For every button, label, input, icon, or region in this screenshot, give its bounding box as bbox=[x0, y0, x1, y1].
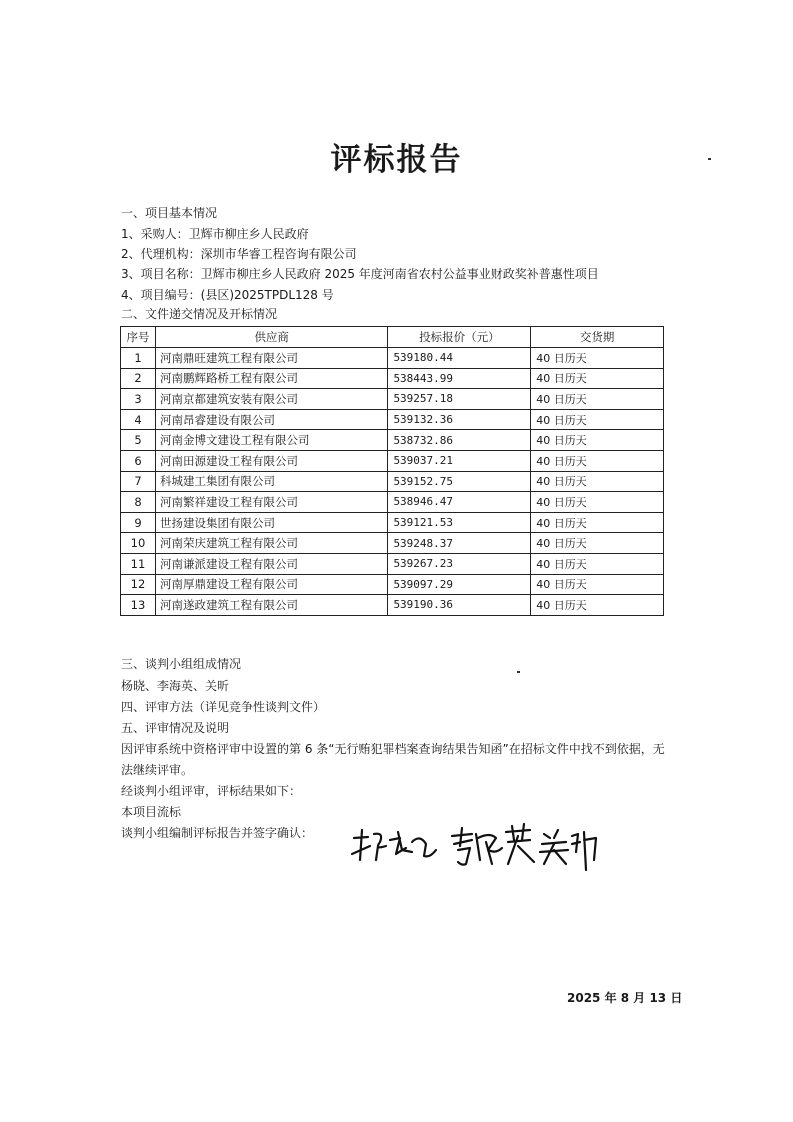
row-supplier: 河南遂政建筑工程有限公司 bbox=[155, 595, 387, 616]
row-no: 1 bbox=[121, 348, 156, 369]
row-price: 538443.99 bbox=[388, 368, 531, 389]
table-row bbox=[121, 430, 664, 451]
table-row bbox=[121, 409, 664, 430]
row-supplier: 河南昂睿建设有限公司 bbox=[155, 409, 387, 430]
row-no: 2 bbox=[121, 368, 156, 389]
row-supplier: 河南金博文建设工程有限公司 bbox=[155, 430, 387, 451]
table-row bbox=[121, 348, 664, 369]
row-no: 6 bbox=[121, 450, 156, 471]
purchaser-line: 1、采购人：卫辉市柳庄乡人民政府 bbox=[121, 227, 309, 241]
result-intro: 经谈判小组评审，评标结果如下： bbox=[121, 784, 302, 798]
row-supplier: 河南鼎旺建筑工程有限公司 bbox=[155, 348, 387, 369]
row-no: 3 bbox=[121, 389, 156, 410]
row-no: 7 bbox=[121, 471, 156, 492]
signature-prompt: 谈判小组编制评标报告并签字确认： bbox=[121, 826, 314, 840]
table-row bbox=[121, 533, 664, 554]
table-row bbox=[121, 595, 664, 616]
row-supplier: 科城建工集团有限公司 bbox=[155, 471, 387, 492]
row-supplier: 河南荣庆建筑工程有限公司 bbox=[155, 533, 387, 554]
table-row bbox=[121, 574, 664, 595]
section-1-heading: 一、项目基本情况 bbox=[121, 206, 218, 220]
row-price: 539037.21 bbox=[388, 450, 531, 471]
table-row bbox=[121, 553, 664, 574]
row-supplier: 河南繁祥建设工程有限公司 bbox=[155, 492, 387, 513]
table-row bbox=[121, 512, 664, 533]
agency-line: 2、代理机构：深圳市华睿工程咨询有限公司 bbox=[121, 247, 357, 261]
header-no: 序号 bbox=[121, 327, 156, 348]
row-supplier: 河南鹏辉路桥工程有限公司 bbox=[155, 368, 387, 389]
row-delivery: 40 日历天 bbox=[531, 595, 664, 616]
row-delivery: 40 日历天 bbox=[531, 389, 664, 410]
row-no: 13 bbox=[121, 595, 156, 616]
row-delivery: 40 日历天 bbox=[531, 409, 664, 430]
project-name-line: 3、项目名称：卫辉市柳庄乡人民政府 2025 年度河南省农村公益事业财政奖补普惠性项目 bbox=[121, 267, 599, 281]
row-no: 4 bbox=[121, 409, 156, 430]
row-supplier: 河南厚鼎建设工程有限公司 bbox=[155, 574, 387, 595]
row-delivery: 40 日历天 bbox=[531, 450, 664, 471]
header-delivery: 交货期 bbox=[531, 327, 664, 348]
evaluation-reason-line-1: 因评审系统中资格评审中设置的第 6 条“无行贿犯罪档案查询结果告知函”在招标文件中找不到依据，无 bbox=[121, 742, 665, 756]
row-supplier: 河南田源建设工程有限公司 bbox=[155, 450, 387, 471]
row-delivery: 40 日历天 bbox=[531, 368, 664, 389]
project-number-line: 4、项目编号：(县区)2025TPDL128 号 bbox=[121, 288, 334, 302]
row-no: 9 bbox=[121, 512, 156, 533]
bid-table bbox=[120, 326, 664, 616]
result-text: 本项目流标 bbox=[121, 805, 182, 819]
report-date: 2025 年 8 月 13 日 bbox=[567, 991, 683, 1005]
table-row bbox=[121, 368, 664, 389]
scan-speck bbox=[517, 671, 520, 673]
row-price: 538946.47 bbox=[388, 492, 531, 513]
row-delivery: 40 日历天 bbox=[531, 553, 664, 574]
row-delivery: 40 日历天 bbox=[531, 492, 664, 513]
table-row bbox=[121, 492, 664, 513]
row-no: 10 bbox=[121, 533, 156, 554]
row-price: 539257.18 bbox=[388, 389, 531, 410]
section-4-heading: 四、评审方法（详见竞争性谈判文件） bbox=[121, 700, 326, 714]
page-title: 评标报告 bbox=[330, 142, 463, 178]
row-no: 11 bbox=[121, 553, 156, 574]
section-5-heading: 五、评审情况及说明 bbox=[121, 721, 230, 735]
row-price: 539248.37 bbox=[388, 533, 531, 554]
row-delivery: 40 日历天 bbox=[531, 533, 664, 554]
row-price: 539180.44 bbox=[388, 348, 531, 369]
row-delivery: 40 日历天 bbox=[531, 574, 664, 595]
row-supplier: 世扬建设集团有限公司 bbox=[155, 512, 387, 533]
panel-members: 杨晓、李海英、关昕 bbox=[121, 679, 230, 693]
row-price: 539152.75 bbox=[388, 471, 531, 492]
table-row bbox=[121, 471, 664, 492]
header-supplier: 供应商 bbox=[155, 327, 387, 348]
table-row bbox=[121, 389, 664, 410]
section-3-heading: 三、谈判小组组成情况 bbox=[121, 657, 242, 671]
row-delivery: 40 日历天 bbox=[531, 348, 664, 369]
scan-speck bbox=[708, 158, 711, 160]
row-price: 539190.36 bbox=[388, 595, 531, 616]
row-delivery: 40 日历天 bbox=[531, 471, 664, 492]
row-price: 539121.53 bbox=[388, 512, 531, 533]
section-2-heading: 二、文件递交情况及开标情况 bbox=[121, 307, 278, 321]
row-supplier: 河南谦派建设工程有限公司 bbox=[155, 553, 387, 574]
row-delivery: 40 日历天 bbox=[531, 512, 664, 533]
bid-table-header bbox=[121, 327, 664, 348]
table-row bbox=[121, 450, 664, 471]
row-no: 12 bbox=[121, 574, 156, 595]
row-price: 539097.29 bbox=[388, 574, 531, 595]
row-supplier: 河南京都建筑安装有限公司 bbox=[155, 389, 387, 410]
row-no: 8 bbox=[121, 492, 156, 513]
row-no: 5 bbox=[121, 430, 156, 451]
handwritten-signatures bbox=[340, 820, 610, 884]
row-delivery: 40 日历天 bbox=[531, 430, 664, 451]
row-price: 538732.86 bbox=[388, 430, 531, 451]
header-price: 投标报价（元） bbox=[388, 327, 531, 348]
row-price: 539132.36 bbox=[388, 409, 531, 430]
evaluation-reason-line-2: 法继续评审。 bbox=[121, 763, 194, 777]
row-price: 539267.23 bbox=[388, 553, 531, 574]
